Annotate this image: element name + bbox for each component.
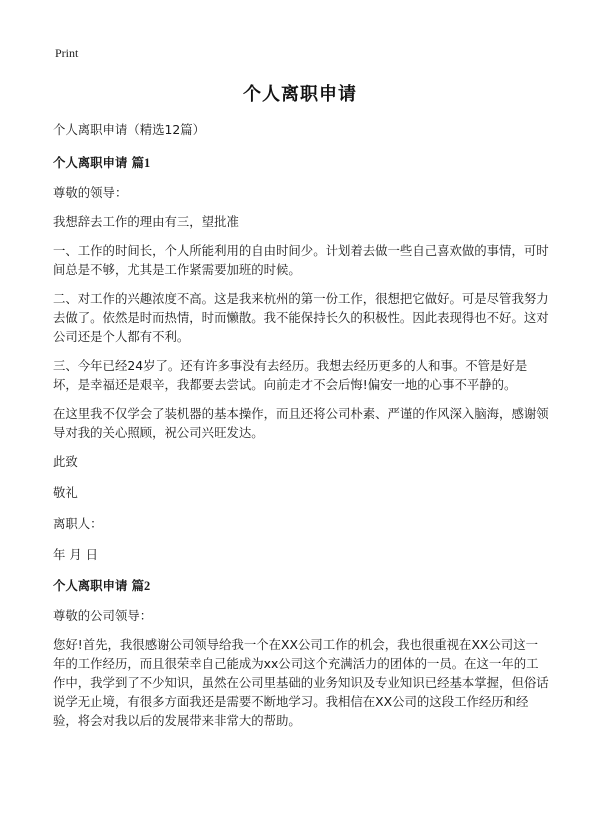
section-heading: [53, 576, 550, 596]
closing-line: 敬礼: [53, 485, 78, 500]
paragraph: 您好!首先，我很感谢公司领导给我一个在XX公司工作的机会，我也很重视在XX公司这一年的工作经历，而且很荣幸自己能成为xx公司这个充满活力的团体的一员。在这一年的工作中，我学到了不少知识，虽然在公司里基础的业务知识及专业知识已经基本掌握，但俗话说学无止境，有很多方面我还是需要不断地学习。我相信在XX公司的这段工作经历和经验，将会对我以后的发展带来非常大的帮助。: [53, 637, 549, 728]
salutation: 尊敬的公司领导：: [53, 608, 153, 623]
closing-line: 此致: [53, 454, 78, 469]
print-link[interactable]: Print: [55, 46, 79, 60]
section-2: [53, 576, 550, 730]
document-body: [53, 120, 550, 740]
date-line: 年 月 日: [53, 547, 99, 562]
paragraph: 我想辞去工作的理由有三，望批准: [53, 214, 239, 229]
paragraph: 一、工作的时间长，个人所能利用的自由时间少。计划着去做一些自己喜欢做的事情，可时间总是不够，尤其是工作紧需要加班的时候。: [53, 243, 549, 277]
section-heading-title: 个人离职申请: [53, 578, 132, 593]
section-heading: [53, 153, 550, 173]
section-heading-number: 篇2: [131, 579, 151, 593]
paragraph: 二、对工作的兴趣浓度不高。这是我来杭州的第一份工作，很想把它做好。可是尽管我努力去做了。依然是时而热情，时而懒散。我不能保持长久的积极性。因此表现得也不好。这对公司还是个人都有不利。: [53, 291, 549, 344]
document-title: 个人离职申请: [243, 84, 357, 105]
salutation: 尊敬的领导：: [53, 185, 128, 200]
signature-line: 离职人：: [53, 516, 103, 531]
paragraph: 三、今年已经24岁了。还有许多事没有去经历。我想去经历更多的人和事。不管是好是坏，是幸福还是艰辛，我都要去尝试。向前走才不会后悔!偏安一地的心事不平静的。: [53, 358, 528, 392]
paragraph: 在这里我不仅学会了装机器的基本操作，而且还将公司朴素、严谨的作风深入脑海，感谢领导对我的关心照顾，祝公司兴旺发达。: [53, 406, 549, 440]
section-1: [53, 153, 550, 564]
section-heading-title: 个人离职申请: [53, 155, 132, 170]
section-heading-number: 篇1: [131, 156, 151, 170]
document-subtitle: 个人离职申请（精选12篇）: [53, 122, 206, 137]
